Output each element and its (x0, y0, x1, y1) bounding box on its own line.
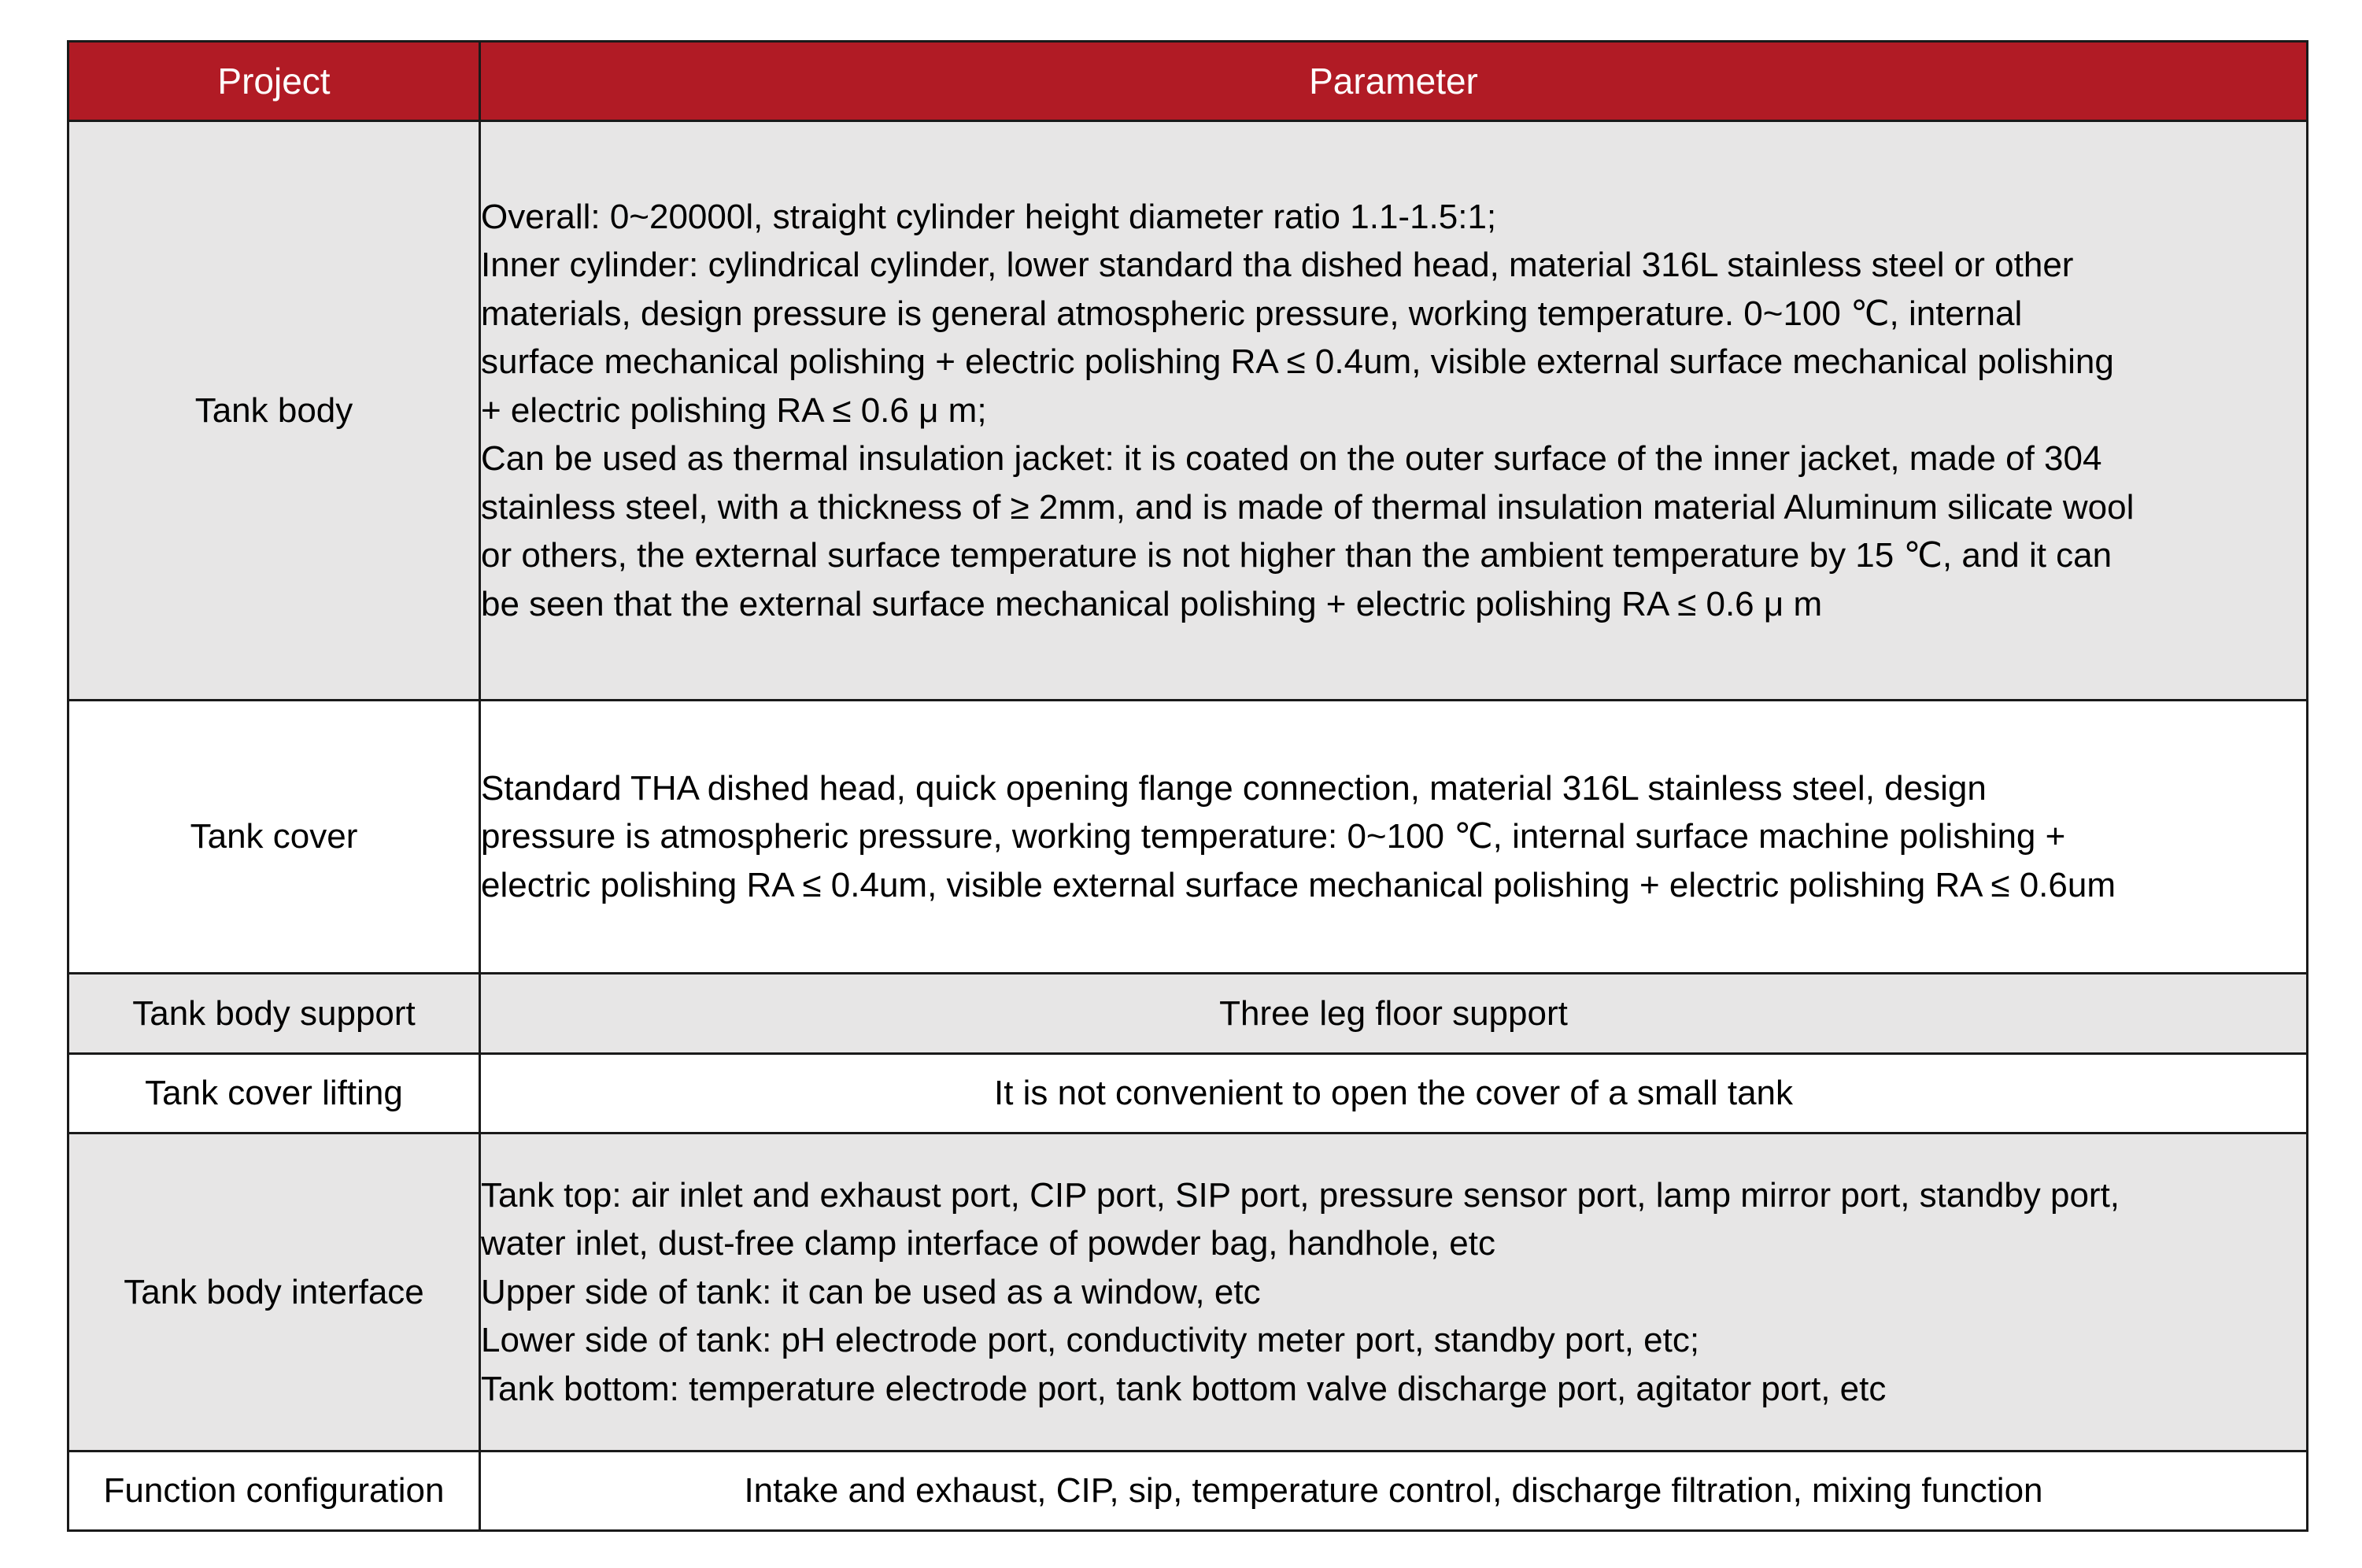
parameter-line: + electric polishing RA ≤ 0.6 μ m; (481, 390, 987, 430)
parameter-line: or others, the external surface temperature is not higher than the ambient temperature by 15 ℃, and it can (481, 536, 2112, 575)
parameter-line: Tank bottom: temperature electrode port, tank bottom valve discharge port, agitator port, etc (481, 1369, 1887, 1408)
parameter-cell (480, 1133, 2308, 1452)
parameter-line: Inner cylinder: cylindrical cylinder, lower standard tha dished head, material 316L stainless steel or other (481, 246, 2074, 285)
project-cell: Tank body support (68, 974, 480, 1054)
header-row (68, 42, 2308, 121)
project-cell: Tank body (68, 121, 480, 701)
parameter-line: Lower side of tank: pH electrode port, conductivity meter port, standby port, etc; (481, 1321, 1700, 1360)
parameter-line: Overall: 0~20000l, straight cylinder height diameter ratio 1.1-1.5:1; (481, 197, 1497, 236)
row-tank-cover-lifting (68, 1054, 2308, 1133)
project-cell: Tank cover (68, 701, 480, 974)
parameter-line: water inlet, dust-free clamp interface of powder bag, handhole, etc (481, 1224, 1495, 1263)
spec-table (67, 40, 2308, 1532)
parameter-cell: It is not convenient to open the cover of a small tank (480, 1054, 2308, 1133)
project-cell: Tank cover lifting (68, 1054, 480, 1133)
parameter-line: Standard THA dished head, quick opening flange connection, material 316L stainless steel, design (481, 768, 1987, 808)
row-tank-body-interface (68, 1133, 2308, 1452)
parameter-line: Upper side of tank: it can be used as a window, etc (481, 1272, 1261, 1311)
parameter-line: Can be used as thermal insulation jacket: it is coated on the outer surface of the inner jacket, made of 304 (481, 439, 2102, 479)
header-project: Project (68, 42, 480, 121)
parameter-line: stainless steel, with a thickness of ≥ 2mm, and is made of thermal insulation material Aluminum silicate wool (481, 487, 2135, 527)
parameter-line: electric polishing RA ≤ 0.4um, visible external surface mechanical polishing + electric polishing RA ≤ 0.6um (481, 865, 2116, 904)
header-parameter: Parameter (480, 42, 2308, 121)
parameter-cell (480, 121, 2308, 701)
parameter-cell: Three leg floor support (480, 974, 2308, 1054)
parameter-line: Tank top: air inlet and exhaust port, CIP port, SIP port, pressure sensor port, lamp mirror port, standby port, (481, 1175, 2120, 1215)
parameter-line: pressure is atmospheric pressure, working temperature: 0~100 ℃, internal surface machine polishing + (481, 817, 2066, 856)
parameter-line: materials, design pressure is general atmospheric pressure, working temperature. 0~100 ℃, internal (481, 294, 2023, 333)
project-cell: Tank body interface (68, 1133, 480, 1452)
parameter-line: surface mechanical polishing + electric polishing RA ≤ 0.4um, visible external surface mechanical polishing (481, 342, 2114, 382)
row-function-configuration (68, 1452, 2308, 1531)
row-tank-cover (68, 701, 2308, 974)
row-tank-body (68, 121, 2308, 701)
parameter-cell (480, 701, 2308, 974)
project-cell: Function configuration (68, 1452, 480, 1531)
parameter-cell: Intake and exhaust, CIP, sip, temperature control, discharge filtration, mixing function (480, 1452, 2308, 1531)
parameter-line: be seen that the external surface mechanical polishing + electric polishing RA ≤ 0.6 μ m (481, 584, 1823, 623)
row-tank-body-support (68, 974, 2308, 1054)
